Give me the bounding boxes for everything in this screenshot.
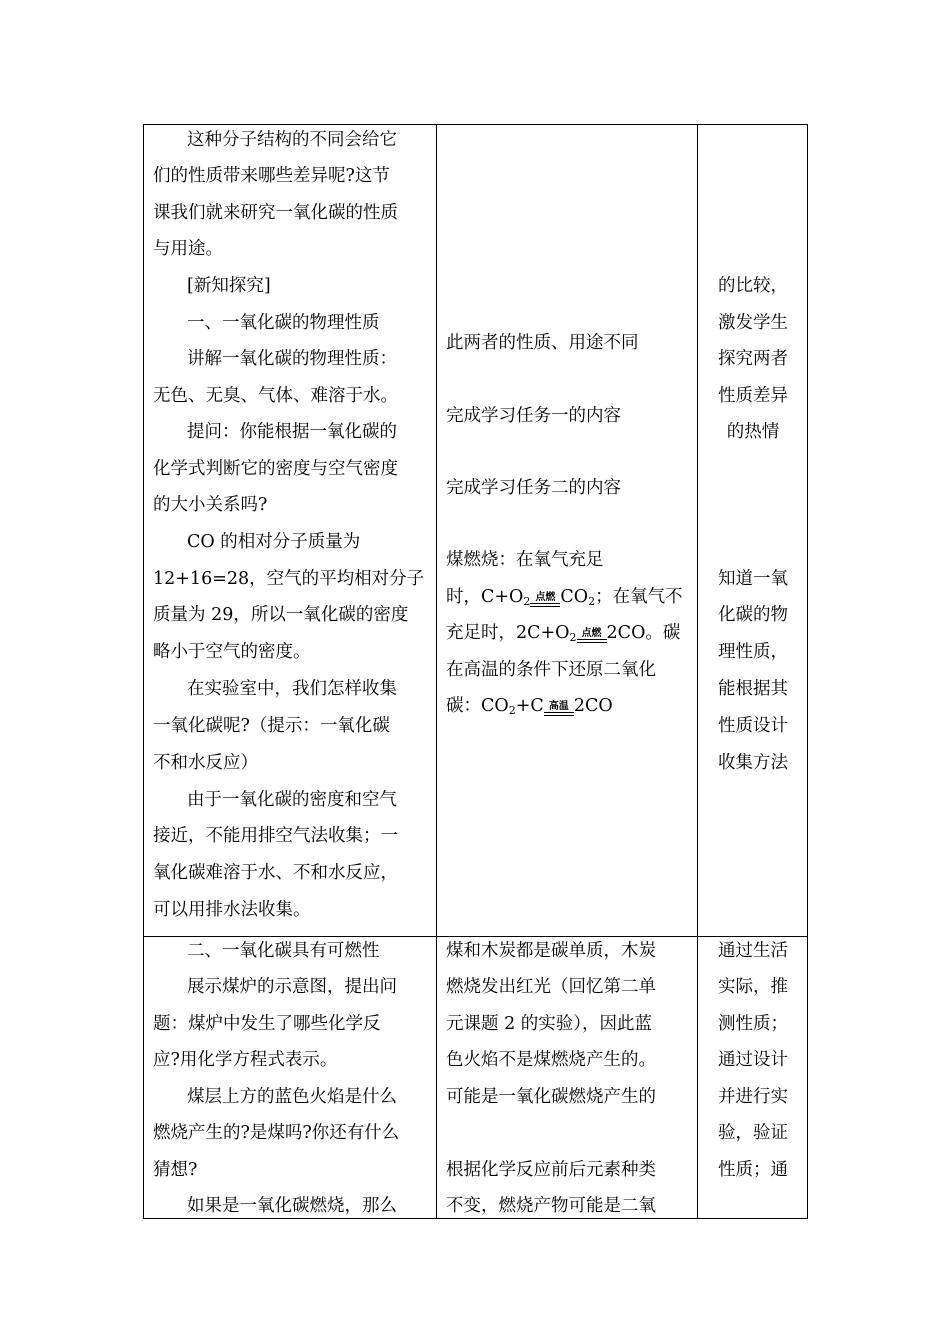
reaction-condition: 点燃 xyxy=(577,629,607,643)
text-line: 验，验证 xyxy=(718,1123,788,1143)
design-intent-cell xyxy=(698,125,808,937)
text-line: 性质差异 xyxy=(718,386,788,406)
text-line: 能根据其 xyxy=(718,679,788,699)
text-line: 燃烧产生的?是煤吗?你还有什么 xyxy=(153,1123,400,1143)
student-activity-cell xyxy=(437,125,698,937)
text-line: 探究两者 xyxy=(718,349,788,369)
reaction-condition: 点燃 xyxy=(530,593,560,607)
text-line: 通过设计 xyxy=(718,1050,788,1070)
text-line: 讲解一氧化碳的物理性质： xyxy=(187,349,397,369)
text-line: 无色、无臭、气体、难溶于水。 xyxy=(153,386,398,406)
text-line: 可以用排水法收集。 xyxy=(153,900,311,920)
text-line: 色火焰不是煤燃烧产生的。 xyxy=(446,1050,656,1070)
text-line: 不变，燃烧产物可能是二氧 xyxy=(446,1196,656,1216)
text-line: 根据化学反应前后元素种类 xyxy=(446,1160,656,1180)
text-line: 的热情 xyxy=(726,422,780,442)
text-line: 的比较， xyxy=(718,276,788,296)
text-line: 完成学习任务一的内容 xyxy=(446,406,621,426)
text-line: 煤和木炭都是碳单质，木炭 xyxy=(446,941,656,961)
text-line: 理性质， xyxy=(718,642,788,662)
text-line: 激发学生 xyxy=(718,313,788,333)
lesson-plan-table xyxy=(143,124,808,1219)
teacher-activity-cell xyxy=(144,937,437,1219)
text-line: 并进行实 xyxy=(718,1087,788,1107)
text-line: 一氧化碳呢?（提示：一氧化碳 xyxy=(153,716,390,736)
text-line: 在实验室中，我们怎样收集 xyxy=(187,679,397,699)
reaction-condition: 高温 xyxy=(544,702,574,716)
text-line: 实际，推 xyxy=(718,977,788,997)
text-line: 元课题 2 的实验），因此蓝 xyxy=(446,1014,653,1034)
text-line: 不和水反应） xyxy=(153,753,258,773)
text-line: 测性质； xyxy=(718,1014,788,1034)
text-line: 煤层上方的蓝色火焰是什么 xyxy=(187,1087,397,1107)
text-line: CO 的相对分子质量为 xyxy=(187,532,361,552)
text-line: 们的性质带来哪些差异呢?这节 xyxy=(153,166,390,186)
text-line: 接近，不能用排空气法收集；一 xyxy=(153,826,398,846)
table-row xyxy=(144,937,808,1219)
text-line: 此两者的性质、用途不同 xyxy=(446,333,639,353)
design-intent-cell xyxy=(698,937,808,1219)
text-line: 完成学习任务二的内容 xyxy=(446,478,621,498)
section-heading: [新知探究] xyxy=(187,276,271,296)
text-line: 性质；通 xyxy=(718,1160,788,1180)
text-line: 在高温的条件下还原二氧化 xyxy=(446,660,656,680)
text-line: 课我们就来研究一氧化碳的性质 xyxy=(153,203,398,223)
text-line: 化碳的物 xyxy=(718,605,788,625)
text-line: 由于一氧化碳的密度和空气 xyxy=(187,790,397,810)
text-line: 猜想? xyxy=(153,1160,198,1180)
section-heading: 一、一氧化碳的物理性质 xyxy=(187,313,380,333)
text-line: 的大小关系吗? xyxy=(153,495,268,515)
text-line: 展示煤炉的示意图，提出问 xyxy=(187,977,397,997)
equation-line: 碳：$CO_2+C$ 高温 2CO xyxy=(446,696,613,717)
text-line: 质量为 29，所以一氧化碳的密度 xyxy=(153,605,409,625)
section-heading: 二、一氧化碳具有可燃性 xyxy=(187,941,380,961)
table-row xyxy=(144,125,808,937)
text-line: 提问：你能根据一氧化碳的 xyxy=(187,422,397,442)
text-line: 如果是一氧化碳燃烧，那么 xyxy=(187,1196,397,1216)
text-line: 与用途。 xyxy=(153,239,223,259)
text-line: 略小于空气的密度。 xyxy=(153,642,311,662)
text-line: 氧化碳难溶于水、不和水反应， xyxy=(153,863,398,883)
text-line: 化学式判断它的密度与空气密度 xyxy=(153,459,398,479)
text-line: 应?用化学方程式表示。 xyxy=(153,1050,338,1070)
text-line: 12+16=28，空气的平均相对分子 xyxy=(153,569,425,589)
text-line: 煤燃烧：在氧气充足 xyxy=(446,550,604,570)
text-line: 性质设计 xyxy=(718,716,788,736)
text-line: 燃烧发出红光（回忆第二单 xyxy=(446,977,656,997)
text-line: 这种分子结构的不同会给它 xyxy=(187,130,397,150)
text-line: 通过生活 xyxy=(718,941,788,961)
teacher-activity-cell xyxy=(144,125,437,937)
text-line: 知道一氧 xyxy=(718,569,788,589)
text-line: 题：煤炉中发生了哪些化学反 xyxy=(153,1014,381,1034)
text-line: 收集方法 xyxy=(718,753,788,773)
equation-line: 时，$C+O_2$ 点燃 $CO_2$；在氧气不 xyxy=(446,587,683,608)
equation-line: 充足时，$2C+O_2$ 点燃 2CO。碳 xyxy=(446,623,681,644)
text-line: 可能是一氧化碳燃烧产生的 xyxy=(446,1087,656,1107)
student-activity-cell xyxy=(437,937,698,1219)
